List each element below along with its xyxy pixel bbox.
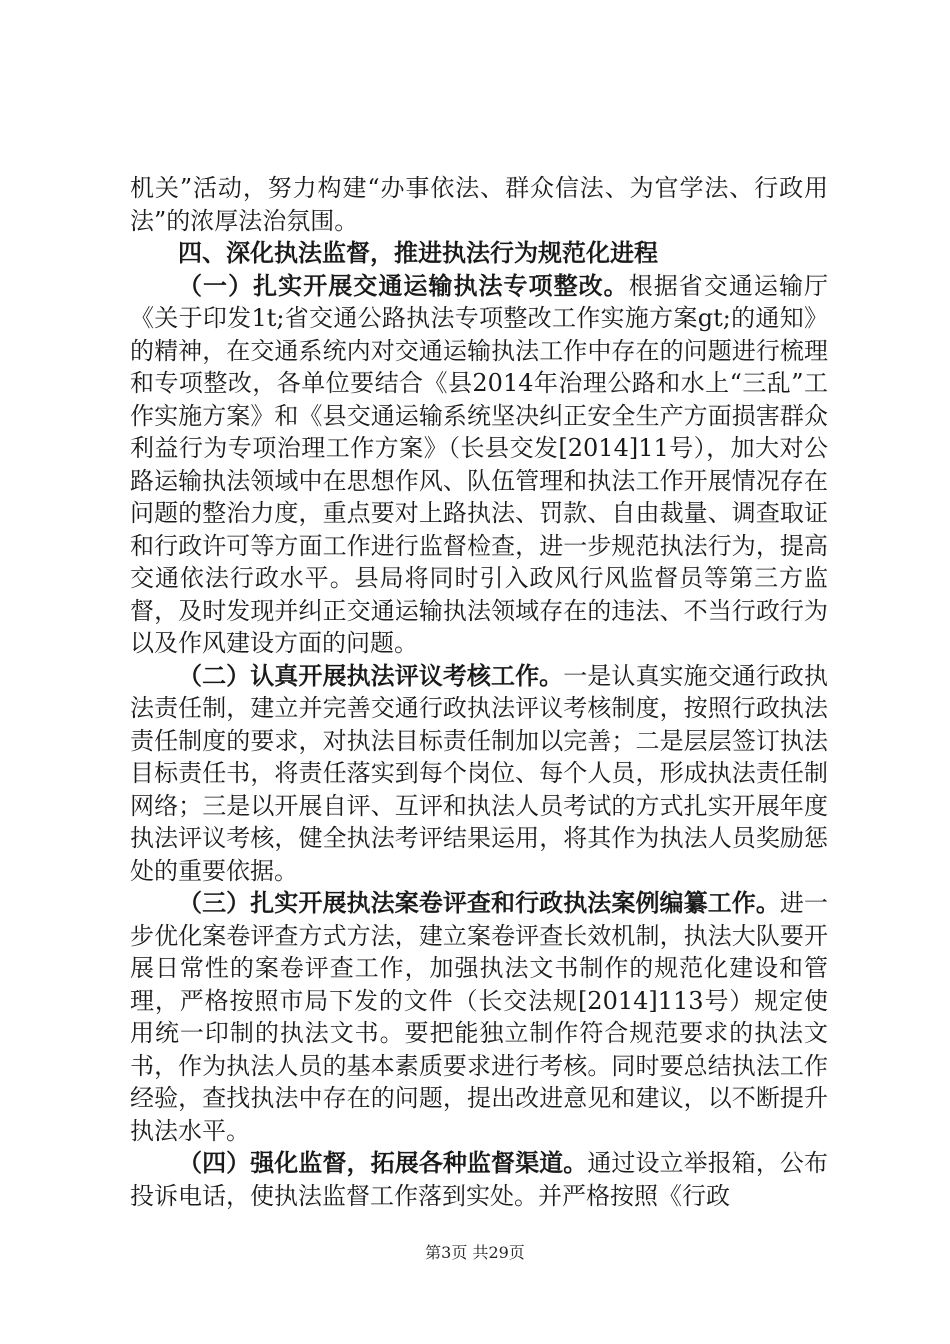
subsection-1-title: （一）扎实开展交通运输执法专项整改。 <box>178 271 629 300</box>
subsection-4-body: 通过设立举报箱，公布投诉电话，使执法监督工作落到实处。并严格按照《行政 <box>130 1149 829 1210</box>
subsection-1 <box>130 270 828 660</box>
document-body <box>130 172 828 1212</box>
subsection-3 <box>130 887 828 1147</box>
subsection-2-title: （二）认真开展执法评议考核工作。 <box>178 661 564 690</box>
page-number-footer: 第3页 共29页 <box>425 1243 525 1262</box>
paragraph-continuation: 机关”活动，努力构建“办事依法、群众信法、为官学法、行政用法”的浓厚法治氛围。 <box>130 174 828 235</box>
subsection-2-body: 一是认真实施交通行政执法责任制，建立并完善交通行政执法评议考核制度，按照行政执法责任制度的要求，对执法目标责任制加以完善；二是层层签订执法目标责任书，将责任落实到每个岗位、每个人员，形成执法责任制网络；三是以开展自评、互评和执法人员考试的方式扎实开展年度执法评议考核，健全执法考评结果运用，将其作为执法人员奖励惩处的重要依据。 <box>130 661 829 885</box>
subsection-1-body: 根据省交通运输厅《关于印发1t;省交通公路执法专项整改工作实施方案gt;的通知》的精神，在交通系统内对交通运输执法工作中存在的问题进行梳理和专项整改，各单位要结合《县2014年治理公路和水上“三乱”工作实施方案》和《县交通运输系统坚决纠正安全生产方面损害群众利益行为专项治理工作方案》（长县交发[2014]11号），加大对公路运输执法领域中在思想作风、队伍管理和执法工作开展情况存在问题的整治力度，重点要对上路执法、罚款、自由裁量、调查取证和行政许可等方面工作进行监督检查，进一步规范执法行为，提高交通依法行政水平。县局将同时引入政风行风监督员等第三方监督，及时发现并纠正交通运输执法领域存在的违法、不当行政行为以及作风建设方面的问题。 <box>130 271 828 657</box>
subsection-3-title: （三）扎实开展执法案卷评查和行政执法案例编纂工作。 <box>178 889 780 917</box>
section-heading-4: 四、深化执法监督，推进执法行为规范化进程 <box>178 239 658 267</box>
subsection-2 <box>130 660 828 888</box>
subsection-4 <box>130 1147 828 1212</box>
subsection-4-title: （四）强化监督，拓展各种监督渠道。 <box>178 1149 588 1177</box>
subsection-3-body: 进一步优化案卷评查方式方法，建立案卷评查长效机制，执法大队要开展日常性的案卷评查工作，加强执法文书制作的规范化建设和管理，严格按照市局下发的文件（长交法规[2014]113号）规定使用统一印制的执法文书。要把能独立制作符合规范要求的执法文书，作为执法人员的基本素质要求进行考核。同时要总结执法工作经验，查找执法中存在的问题，提出改进意见和建议，以不断提升执法水平。 <box>130 889 828 1145</box>
